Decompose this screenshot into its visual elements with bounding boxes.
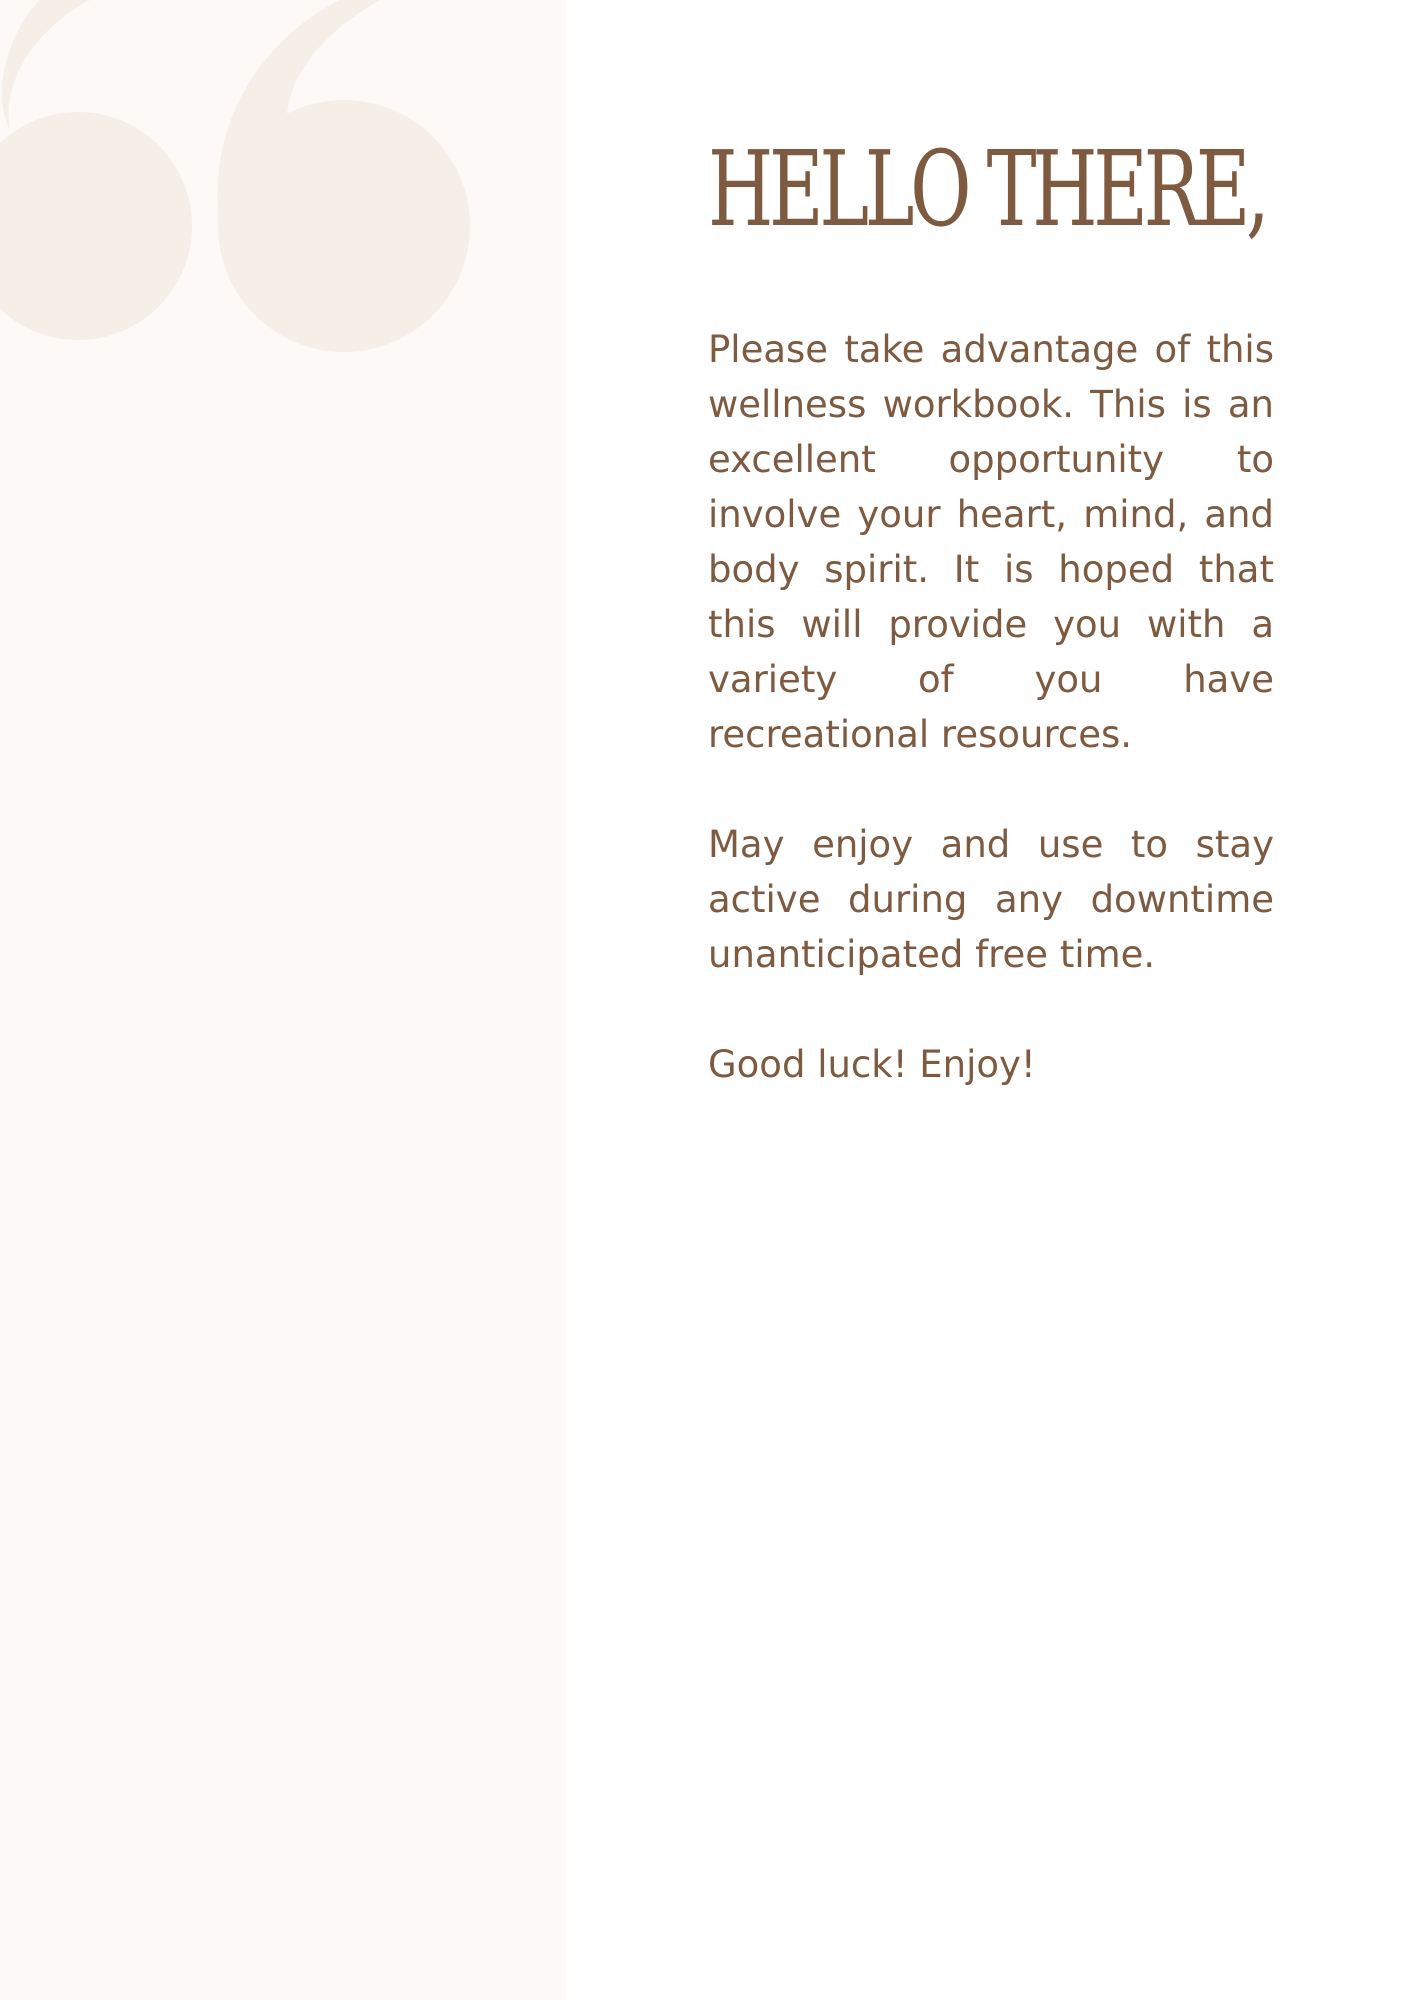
activity-paragraph: May enjoy and use to stay active during any downtime unanticipated free time. [708, 823, 1274, 977]
main-content [708, 128, 1274, 1092]
closing-paragraph: Good luck! Enjoy! [708, 1043, 1036, 1087]
quote-mark-icon [0, 0, 566, 400]
left-decorative-panel [0, 0, 566, 2000]
page-title: HELLO THERE, [708, 128, 1266, 250]
intro-paragraph: Please take advantage of this wellness workbook. This is an excellent opportunity to involve your heart, mind, and body spirit. It is hoped that this will provide you with a variety of you have recreational resources. [708, 328, 1274, 757]
